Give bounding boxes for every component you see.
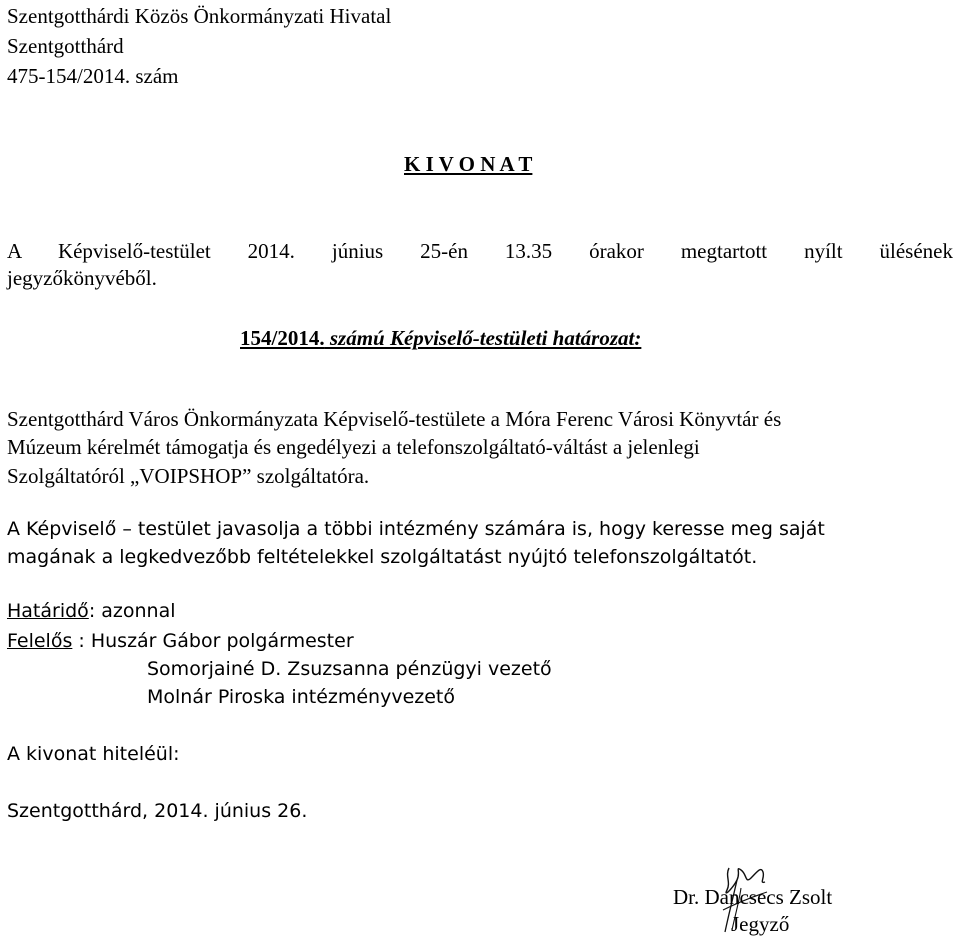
responsible-value: : Huszár Gábor polgármester bbox=[72, 630, 354, 652]
resolution-heading-text: számú Képviselő-testületi határozat: bbox=[324, 326, 642, 350]
date-line: Szentgotthárd, 2014. június 26. bbox=[7, 800, 308, 822]
signatory-title: Jegyző bbox=[731, 912, 790, 936]
deadline-value: : azonnal bbox=[88, 600, 176, 622]
city-name: Szentgotthárd bbox=[7, 34, 124, 58]
responsible-second: Somorjainé D. Zsuzsanna pénzügyi vezető bbox=[147, 658, 552, 680]
document-title: K I V O N A T bbox=[404, 152, 533, 176]
reference-number: 475-154/2014. szám bbox=[7, 64, 179, 88]
resolution-number: 154/2014. bbox=[240, 326, 325, 350]
resolution-heading bbox=[240, 326, 641, 351]
signatory-name: Dr. Dancsecs Zsolt bbox=[673, 885, 833, 909]
resolution-p2-line-2: magának a legkedvezőbb feltételekkel szolgáltatást nyújtó telefonszolgáltatót. bbox=[7, 546, 758, 568]
intro-line-2: jegyzőkönyvéből. bbox=[7, 266, 157, 290]
responsible-label: Felelős bbox=[7, 630, 73, 652]
office-name: Szentgotthárdi Közös Önkormányzati Hivatal bbox=[7, 4, 392, 28]
responsible-line bbox=[7, 630, 354, 652]
resolution-p2-line-1: A Képviselő – testület javasolja a többi intézmény számára is, hogy keresse meg saját bbox=[7, 518, 825, 540]
deadline-line bbox=[7, 600, 176, 622]
responsible-third: Molnár Piroska intézményvezető bbox=[147, 686, 456, 708]
intro-line-1: A Képviselő-testület 2014. június 25-én 13.35 órakor megtartott nyílt ülésének bbox=[7, 239, 953, 263]
resolution-p1-line-2: Múzeum kérelmét támogatja és engedélyezi a telefonszolgáltató-váltást a jelenlegi bbox=[7, 435, 700, 459]
resolution-p1-line-3: Szolgáltatóról „VOIPSHOP” szolgáltatóra. bbox=[7, 464, 370, 488]
resolution-p1-line-1: Szentgotthárd Város Önkormányzata Képviselő-testülete a Móra Ferenc Városi Könyvtár és bbox=[7, 407, 782, 431]
deadline-label: Határidő bbox=[7, 600, 89, 622]
certification-text: A kivonat hiteléül: bbox=[7, 743, 180, 765]
